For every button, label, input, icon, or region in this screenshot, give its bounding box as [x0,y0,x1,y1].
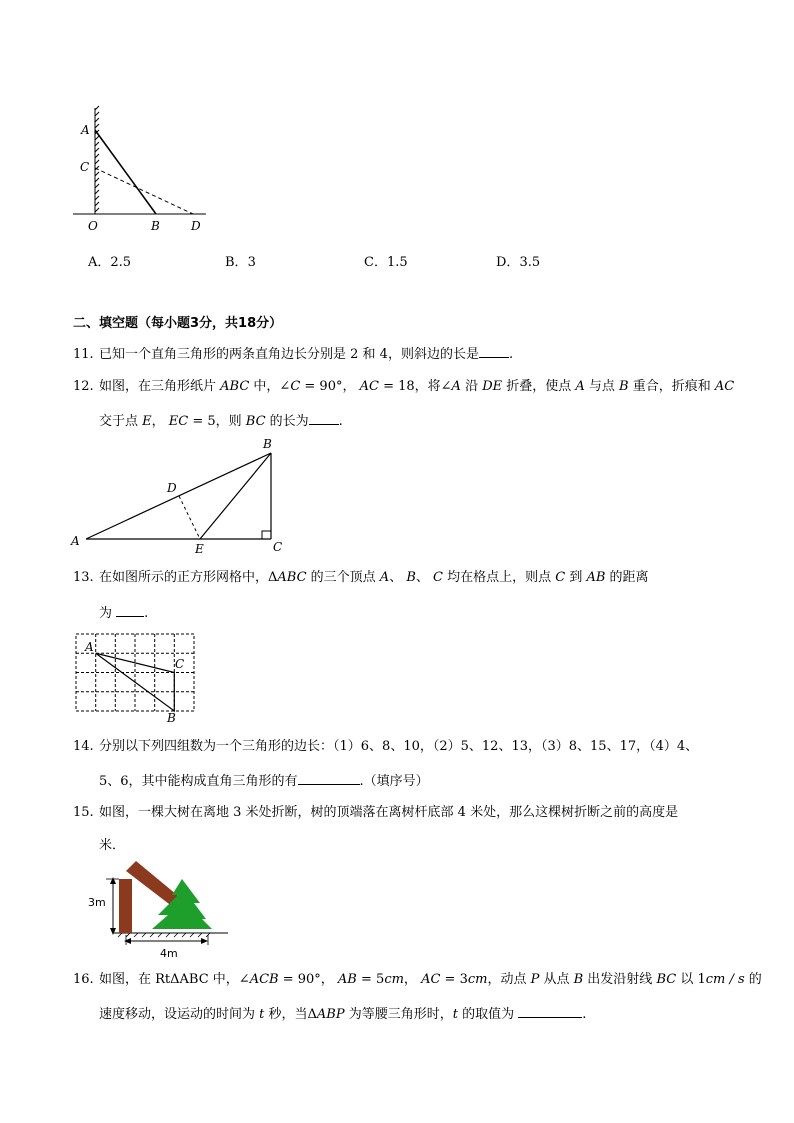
q13-figure [74,632,199,724]
option-d: D．3.5 [496,255,541,270]
label-e: E [195,542,204,556]
question-13-line2: 为 . [99,602,148,624]
trunk [119,879,132,933]
option-a: A．2.5 [88,255,132,270]
option-b: B．3 [225,255,256,270]
label-d: D [167,481,177,495]
question-15-line2: 米． [99,838,126,853]
label-a: A [85,640,94,654]
question-16-line2: 速度移动，设运动的时间为 t 秒，当ΔABP 为等腰三角形时，t 的取值为 . [99,1003,586,1025]
q10-figure [68,100,213,235]
question-12-line2: 交于点 E， EC = 5，则 BC 的长为 . [99,410,343,432]
base-label: 4m [160,947,178,960]
label-o: O [88,219,98,233]
label-a: A [81,123,90,137]
label-b: B [263,437,272,451]
question-12: 12. 如图，在三角形纸片 ABC 中，∠C = 90°， AC = 18，将∠A 沿 DE 折叠，使点 A 与点 B 重合，折痕和 AC [73,379,735,394]
q15-figure [86,857,231,962]
question-16: 16. 如图，在 RtΔABC 中，∠ACB = 90°， AB = 5cm， AC = 3cm，动点 P 从点 B 出发沿射线 BC 以 1cm / s 的 [73,972,762,987]
q12-figure [66,435,296,557]
height-label: 3m [88,896,106,909]
question-11: 11. 已知一个直角三角形的两条直角边长分别是 2 和 4，则斜边的长是 . [73,343,513,365]
label-d: D [191,219,201,233]
label-c: C [175,657,185,671]
section-title: 二、填空题（每小题3分，共18分） [73,316,283,331]
label-a: A [71,534,80,548]
question-15: 15. 如图，一棵大树在离地 3 米处折断，树的顶端落在离树杆底部 4 米处，那么这棵树折断之前的高度是 [73,805,679,820]
question-14: 14. 分别以下列四组数为一个三角形的边长：（1）6、8、10，（2）5、12、13，（3）8、15、17，（4）4、 [73,739,699,754]
question-13: 13. 在如图所示的正方形网格中，ΔABC 的三个顶点 A、 B、 C 均在格点上，则点 C 到 AB 的距离 [73,570,649,585]
wall-hatch [95,106,99,214]
label-c: C [80,160,90,174]
label-b: B [167,711,176,724]
option-c: C．1.5 [364,255,408,270]
ladder-cd [95,168,193,214]
label-b: B [151,219,160,233]
question-14-line2: 5、6，其中能构成直角三角形的有 .（填序号） [99,770,429,792]
label-c: C [273,540,283,554]
